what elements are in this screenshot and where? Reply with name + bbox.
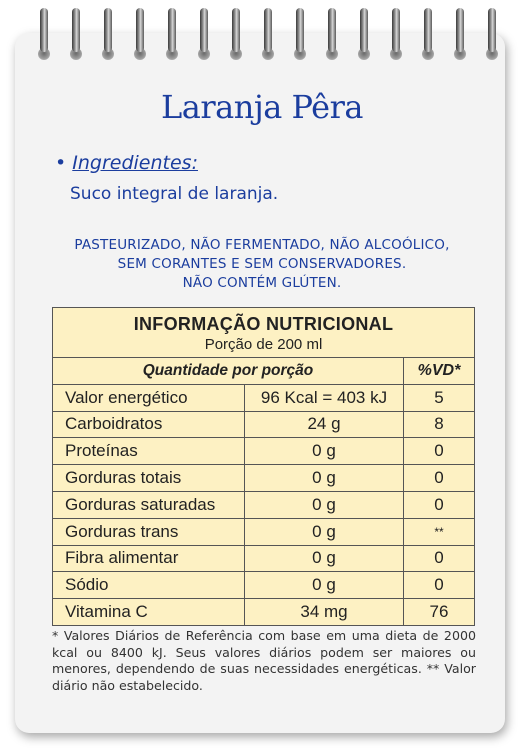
nutrient-vd: 0 <box>403 546 474 572</box>
ingredients-heading <box>55 152 198 174</box>
portion-size: Porção de 200 ml <box>204 336 323 353</box>
column-vd: %VD* <box>403 358 474 384</box>
nutrient-name: Fibra alimentar <box>65 548 179 568</box>
spiral-ring <box>262 8 274 60</box>
nutrient-vd: 0 <box>403 492 474 518</box>
nutrition-row <box>53 491 474 518</box>
nutrition-row <box>53 384 474 411</box>
ring-wire <box>168 8 176 52</box>
spiral-ring <box>358 8 370 60</box>
spiral-ring <box>486 8 498 60</box>
spiral-ring <box>166 8 178 60</box>
nutrition-row <box>53 518 474 545</box>
ring-wire <box>200 8 208 52</box>
ring-wire <box>296 8 304 52</box>
nutrient-vd: 0 <box>403 438 474 464</box>
ring-wire <box>136 8 144 52</box>
spiral-ring <box>102 8 114 60</box>
nutrition-row <box>53 464 474 491</box>
nutrient-name: Sódio <box>65 575 109 595</box>
nutrient-vd: 8 <box>403 412 474 438</box>
nutrient-name: Vitamina C <box>65 602 148 622</box>
nutrient-name: Gorduras saturadas <box>65 494 216 514</box>
nutrient-amount: 96 Kcal = 403 kJ <box>244 385 403 411</box>
nutrient-amount: 0 g <box>244 546 403 572</box>
ingredients-text: Suco integral de laranja. <box>70 184 279 204</box>
nutrition-row <box>53 411 474 438</box>
bullet: • <box>55 152 67 174</box>
ring-wire <box>40 8 48 52</box>
ring-wire <box>328 8 336 52</box>
spiral-ring <box>294 8 306 60</box>
nutrient-vd: ** <box>403 519 474 545</box>
nutrition-table-header <box>53 308 474 358</box>
nutrient-name: Gorduras trans <box>65 521 179 541</box>
spiral-ring <box>38 8 50 60</box>
spiral-ring <box>390 8 402 60</box>
nutrient-name: Gorduras totais <box>65 468 182 488</box>
ring-wire <box>456 8 464 52</box>
ring-wire <box>104 8 112 52</box>
nutrient-name: Valor energético <box>65 387 188 407</box>
ingredients-label: Ingredientes: <box>72 152 198 174</box>
spiral-ring <box>198 8 210 60</box>
spiral-ring <box>454 8 466 60</box>
ring-wire <box>72 8 80 52</box>
notice-line: SEM CORANTES E SEM CONSERVADORES. <box>117 256 407 272</box>
nutrient-amount: 0 g <box>244 519 403 545</box>
nutrition-row <box>53 571 474 598</box>
ring-wire <box>392 8 400 52</box>
nutrition-table <box>52 307 475 626</box>
column-quantity: Quantidade por porção <box>142 361 314 379</box>
nutrient-name: Carboidratos <box>65 414 163 434</box>
nutrient-amount: 0 g <box>244 465 403 491</box>
footnote: * Valores Diários de Referência com base em uma dieta de 2000 kcal ou 8400 kJ. Seus valores diários podem ser maiores ou menores, dependendo de suas necessidades energéticas. ** Valor diário não estabelecido. <box>52 628 476 693</box>
nutrition-row <box>53 545 474 572</box>
spiral-ring <box>230 8 242 60</box>
nutrient-vd: 5 <box>403 385 474 411</box>
ring-wire <box>232 8 240 52</box>
notice-line: NÃO CONTÉM GLÚTEN. <box>182 275 342 291</box>
nutrition-row <box>53 437 474 464</box>
ring-wire <box>360 8 368 52</box>
product-title: Laranja Pêra <box>161 88 363 126</box>
spiral-ring <box>422 8 434 60</box>
nutrient-vd: 0 <box>403 465 474 491</box>
nutrient-name: Proteínas <box>65 441 138 461</box>
spiral-ring <box>134 8 146 60</box>
nutrient-amount: 0 g <box>244 438 403 464</box>
nutrient-amount: 0 g <box>244 492 403 518</box>
nutrition-row <box>53 598 474 625</box>
column-header-row <box>53 358 474 384</box>
ring-wire <box>264 8 272 52</box>
nutrient-vd: 76 <box>403 599 474 625</box>
notice-line: PASTEURIZADO, NÃO FERMENTADO, NÃO ALCOÓLICO, <box>74 237 450 253</box>
nutrient-amount: 0 g <box>244 572 403 598</box>
nutrition-heading: INFORMAÇÃO NUTRICIONAL <box>133 314 394 334</box>
ring-wire <box>488 8 496 52</box>
spiral-ring <box>70 8 82 60</box>
ring-wire <box>424 8 432 52</box>
nutrient-amount: 24 g <box>244 412 403 438</box>
spiral-binding <box>0 0 524 70</box>
nutrient-vd: 0 <box>403 572 474 598</box>
spiral-ring <box>326 8 338 60</box>
nutrient-amount: 34 mg <box>244 599 403 625</box>
product-notice <box>40 236 484 293</box>
